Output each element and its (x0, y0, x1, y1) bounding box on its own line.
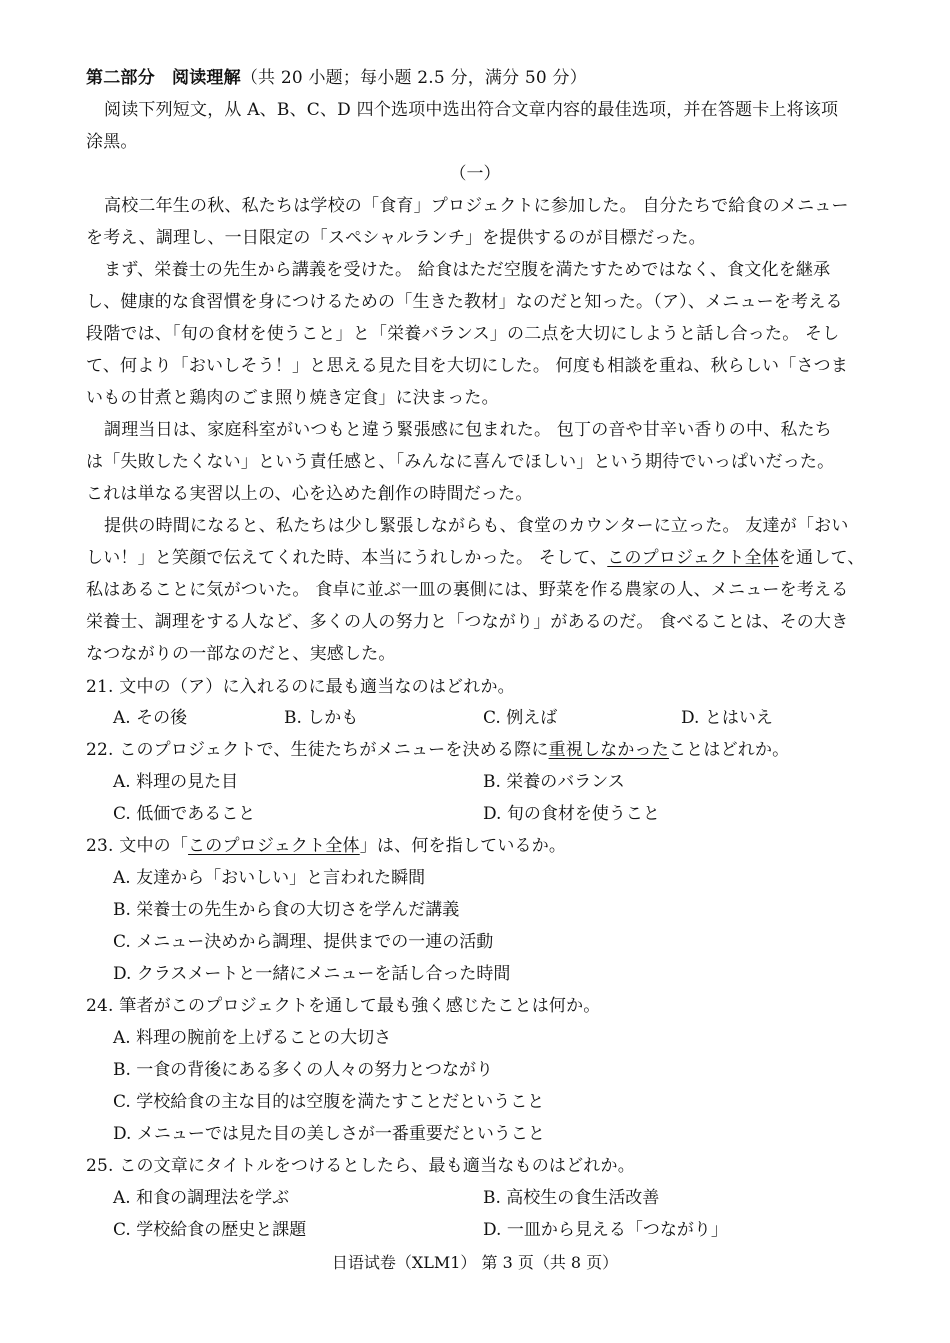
section-heading-line (86, 67, 876, 89)
question-22-option-a: A. 料理の見た目 (113, 772, 239, 792)
question-22-option-c: C. 低価であること (113, 804, 256, 824)
passage-line: 高校二年生の秋、私たちは学校の「食育」プロジェクトに参加した。 自分たちで給食のメニュー (104, 196, 849, 216)
question-25-option-d: D. 一皿から見える「つながり」 (483, 1220, 728, 1240)
underlined-phrase: 重視しなかった (548, 740, 669, 760)
page-footer: 日语试卷（XLM1） 第 3 页（共 8 页） (331, 1253, 619, 1272)
passage-line: いもの甘煮と鶏肉のごま照り焼き定食」に決まった。 (86, 388, 499, 408)
question-23-option-c: C. メニュー決めから調理、提供までの一連の活動 (113, 932, 494, 952)
passage-text: しい！」と笑顔で伝えてくれた時、本当にうれしかった。 そして、 (86, 548, 608, 568)
passage-line: は「失敗したくない」という責任感と、「みんなに喜んでほしい」という期待でいっぱいだった。 (86, 452, 835, 472)
question-24-stem: 24. 筆者がこのプロジェクトを通して最も強く感じたことは何か。 (86, 996, 601, 1016)
question-21-stem: 21. 文中の（ア）に入れるのに最も適当なのはどれか。 (86, 677, 515, 697)
question-text: 」は、何を指しているか。 (359, 836, 567, 856)
question-23-stem (86, 835, 876, 857)
passage-line (86, 547, 876, 569)
passage-line: 提供の時間になると、私たちは少し緊張しながらも、食堂のカウンターに立った。 友達が「おい (104, 516, 849, 536)
question-21-option-a: A. その後 (113, 708, 188, 728)
question-22-option-d: D. 旬の食材を使うこと (483, 804, 660, 824)
question-25-option-b: B. 高校生の食生活改善 (483, 1188, 660, 1208)
instruction-line-1: 阅读下列短文，从 A、B、C、D 四个选项中选出符合文章内容的最佳选项，并在答题卡上将该项 (104, 100, 839, 120)
underlined-phrase: このプロジェクト全体 (607, 548, 779, 568)
question-text: ことはどれか。 (668, 740, 790, 760)
question-25-option-c: C. 学校給食の歴史と課題 (113, 1220, 307, 1240)
question-25-stem: 25. この文章にタイトルをつけるとしたら、最も適当なものはどれか。 (86, 1156, 635, 1176)
passage-line: 段階では、「旬の食材を使うこと」と「栄養バランス」の二点を大切にしようと話し合った。 そし (86, 324, 840, 344)
passage-line: を考え、調理し、一日限定の「スペシャルランチ」を提供するのが目標だった。 (86, 228, 706, 248)
passage-line: なつながりの一部なのだと、実感した。 (86, 644, 396, 664)
passage-line: これは単なる実習以上の、心を込めた創作の時間だった。 (86, 484, 533, 504)
passage-line: 調理当日は、家庭科室がいつもと違う緊張感に包まれた。 包丁の音や甘辛い香りの中、私たち (104, 420, 833, 440)
question-25-option-a: A. 和食の調理法を学ぶ (113, 1188, 290, 1208)
underlined-phrase: このプロジェクト全体 (188, 836, 360, 856)
question-24-option-c: C. 学校給食の主な目的は空腹を満たすことだということ (113, 1092, 545, 1112)
section-heading: 第二部分 阅读理解 (86, 68, 241, 88)
passage-text: を通して、 (778, 548, 865, 568)
question-23-option-d: D. クラスメートと一緒にメニューを話し合った時間 (113, 964, 511, 984)
question-23-option-a: A. 友達から「おいしい」と言われた瞬間 (113, 868, 426, 888)
passage-line: 私はあることに気がついた。 食卓に並ぶ一皿の裏側には、野菜を作る農家の人、メニューを考える (86, 580, 849, 600)
section-meta: （共 20 小题；每小题 2.5 分，满分 50 分） (240, 68, 587, 88)
question-text: 22. このプロジェクトで、生徒たちがメニューを決める際に (86, 740, 549, 760)
question-text: 23. 文中の「 (86, 836, 189, 856)
question-24-option-d: D. メニューでは見た目の美しさが一番重要だということ (113, 1124, 545, 1144)
question-21-option-c: C. 例えば (483, 708, 558, 728)
instruction-line-2: 涂黑。 (86, 132, 138, 152)
passage-number: （一） (449, 164, 501, 184)
question-21-option-b: B. しかも (284, 708, 359, 728)
question-22-option-b: B. 栄養のバランス (483, 772, 625, 792)
question-24-option-a: A. 料理の腕前を上げることの大切さ (113, 1028, 392, 1048)
question-23-option-b: B. 栄養士の先生から食の大切さを学んだ講義 (113, 900, 460, 920)
passage-line: まず、栄養士の先生から講義を受けた。 給食はただ空腹を満たすためではなく、食文化を継承 (104, 260, 831, 280)
question-22-stem (86, 739, 876, 761)
question-21-option-d: D. とはいえ (681, 708, 773, 728)
question-24-option-b: B. 一食の背後にある多くの人々の努力とつながり (113, 1060, 493, 1080)
passage-line: し、健康的な食習慣を身につけるための「生きた教材」なのだと知った。（ア）、メニューを考える (86, 292, 843, 312)
passage-line: 栄養士、調理をする人など、多くの人の努力と「つながり」があるのだ。 食べることは、その大き (86, 612, 849, 632)
passage-line: て、何より「おいしそう！」と思える見た目を大切にした。 何度も相談を重ね、秋らしい「さつま (86, 356, 849, 376)
